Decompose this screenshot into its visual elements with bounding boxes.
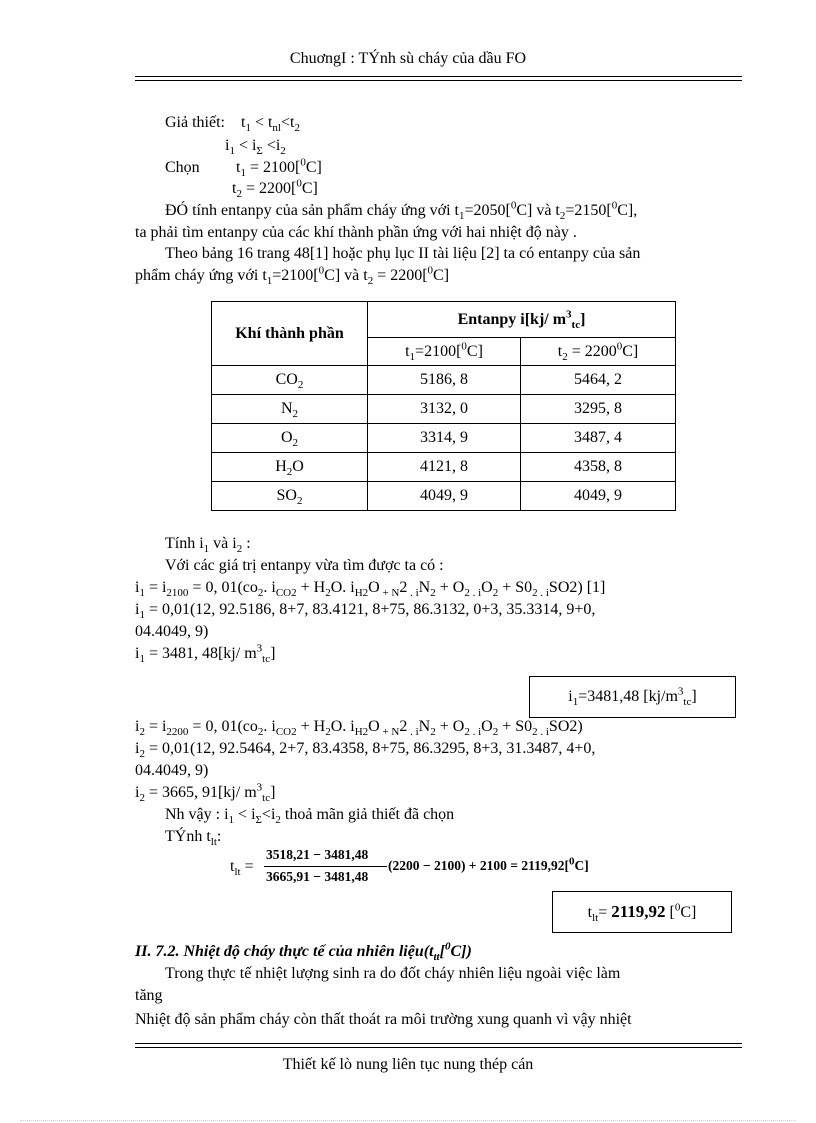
tlt-result-box: $t_{lt}= 2119,92$ [$^0$C] (552, 891, 732, 933)
table-cell-t1: 4121, 8 (368, 453, 521, 482)
section-p3: Nhiệt độ sản phẩm cháy còn thất thoát ra môi trường xung quanh vì vậy nhiệt (135, 1011, 632, 1028)
i2-substitution-line1: $i_2 = 0,01(12$, 92.5464, 2+7, 83.4358, 8+75, 86.3295, 8+3, 31.3487, 4+0, (135, 740, 596, 761)
table-cell-t1: 5186, 8 (368, 366, 521, 395)
footer-title: Thiết kế lò nung liên tục nung thép cán (282, 1056, 534, 1073)
calc-intro: Với các giá trị entanpy vừa tìm được ta có : (165, 557, 444, 574)
choose-t2: $t_2 = 2200[^0C]$ (232, 177, 318, 201)
header-rule-top (135, 76, 742, 77)
assume-i-line: $i_1 < i_\Sigma <i_2$ (225, 137, 286, 158)
table-header-t1: $t_1=2100[^0C]$ (368, 338, 521, 366)
table-row (212, 424, 676, 453)
para2-line1: Theo bảng 16 trang 48[1] hoặc phụ lục II tài liệu [2] ta có entanpy của sản (165, 245, 641, 262)
calc-heading: Tính $i_1$ và $i_2$ : (165, 535, 251, 556)
table-row (212, 482, 676, 511)
table-cell-t2: 4049, 9 (521, 482, 676, 511)
i2-formula: $i_2 = i_{2200} = 0$, $01(co_2$. $i_{CO2} + H_2O$. $i_{H2}O$ $_{+ N}$2 $_{. i}N_2 + O_2$ $_{. i}O_2 + S0_2$ $_{. i}$SO2) (135, 718, 583, 739)
para1-line2: ta phải tìm entanpy của các khí thành phần ứng với hai nhiệt độ này . (135, 224, 577, 241)
i2-substitution-line2: 04.4049, 9) (135, 762, 209, 779)
table-row (212, 366, 676, 395)
page-edge-dotted (20, 1120, 796, 1121)
table-cell-t2: 5464, 2 (521, 366, 676, 395)
table-header-entanpy: Entanpy i[kj/ $m^3_{tc}$] (368, 302, 676, 338)
i2-result: $i_2 = 3665$, 91[kj/ $m^3_{tc}$] (135, 781, 276, 805)
header-rule-bottom (135, 80, 742, 81)
choose-t1: $t_1 = 2100[^0C]$ (236, 156, 322, 180)
para1-line1: ĐÓ tính entanpy của sản phẩm cháy ứng với $t_1=2050[^0C]$ và $t_2=2150[^0C]$, (165, 199, 638, 223)
table-row (212, 453, 676, 482)
i1-substitution-line1: $i_1 = 0,01(12$, 92.5186, 8+7, 83.4121, 8+75, 86.3132, 0+3, 35.3314, 9+0, (135, 601, 596, 622)
table-row (212, 395, 676, 424)
table-cell-gas: $SO_2$ (212, 482, 368, 511)
footer-rule-top (135, 1043, 742, 1044)
tlt-denominator: 3665,91 − 3481,48 (266, 869, 369, 884)
table-cell-t1: 3132, 0 (368, 395, 521, 424)
table-header-t2: $t_2 = 2200^0C$] (521, 338, 676, 366)
tlt-label: TÝnh $t_{lt}$: (165, 828, 222, 849)
section-heading: II. 7.2. Nhiệt độ cháy thực tế của nhiên $liệu(t_{tt}[^0C])$ (135, 940, 472, 964)
section-p2: tăng (135, 987, 163, 1004)
table-cell-gas: $H_2O$ (212, 453, 368, 482)
header-title: ChuơngI : TÝnh sù cháy của dầu FO (289, 50, 527, 67)
table-cell-gas: $O_2$ (212, 424, 368, 453)
i1-substitution-line2: 04.4049, 9) (135, 623, 209, 640)
tlt-fraction-bar (264, 866, 387, 867)
table-cell-t2: 3295, 8 (521, 395, 676, 424)
table-header-gas: Khí thành phần (212, 302, 368, 366)
table-cell-gas: $N_2$ (212, 395, 368, 424)
footer-rule-bottom (135, 1047, 742, 1048)
table-cell-t2: 4358, 8 (521, 453, 676, 482)
tlt-lhs: $t_{lt}$ = (230, 858, 254, 879)
table-cell-t1: 4049, 9 (368, 482, 521, 511)
i1-formula: $i_1 = i_{2100} = 0$, $01(co_2$. $i_{CO2} + H_2O$. $i_{H2}O$ $_{+ N}$2 $_{. i}N_2 + O_2$ $_{. i}O_2 + S0_2$ $_{. i}$SO2) [1] (135, 579, 606, 600)
table-cell-gas: $CO_2$ (212, 366, 368, 395)
table-cell-t1: 3314, 9 (368, 424, 521, 453)
choose-label: Chọn (165, 159, 200, 176)
tlt-numerator: 3518,21 − 3481,48 (266, 847, 369, 862)
i1-result: $i_1 = 3481$, 48[kj/ $m^3_{tc}$] (135, 642, 276, 666)
check-line: Nh vậy : $i_1 < i_\Sigma<i_2$ thoả mãn giả thiết đã chọn (165, 806, 455, 827)
entanpy-table (211, 301, 676, 511)
assume-t-line: $t_1 < t_{nl}<t_2$ (241, 114, 300, 135)
tlt-rhs: (2200 − 2100) + 2100 = 2119,92[$^0$C] (388, 855, 589, 873)
i1-result-box: $i_1=3481,48$ $[kj/m^3_{tc}]$ (529, 676, 736, 718)
table-cell-t2: 3487, 4 (521, 424, 676, 453)
para2-line2: phẩm cháy ứng với $t_1=2100[^0C]$ và $t_2 = 2200[^0C]$ (135, 264, 450, 288)
section-p1: Trong thực tế nhiệt lượng sinh ra do đốt cháy nhiên liệu ngoài việc làm (165, 965, 621, 982)
assume-label: Giả thiết: (165, 114, 225, 131)
